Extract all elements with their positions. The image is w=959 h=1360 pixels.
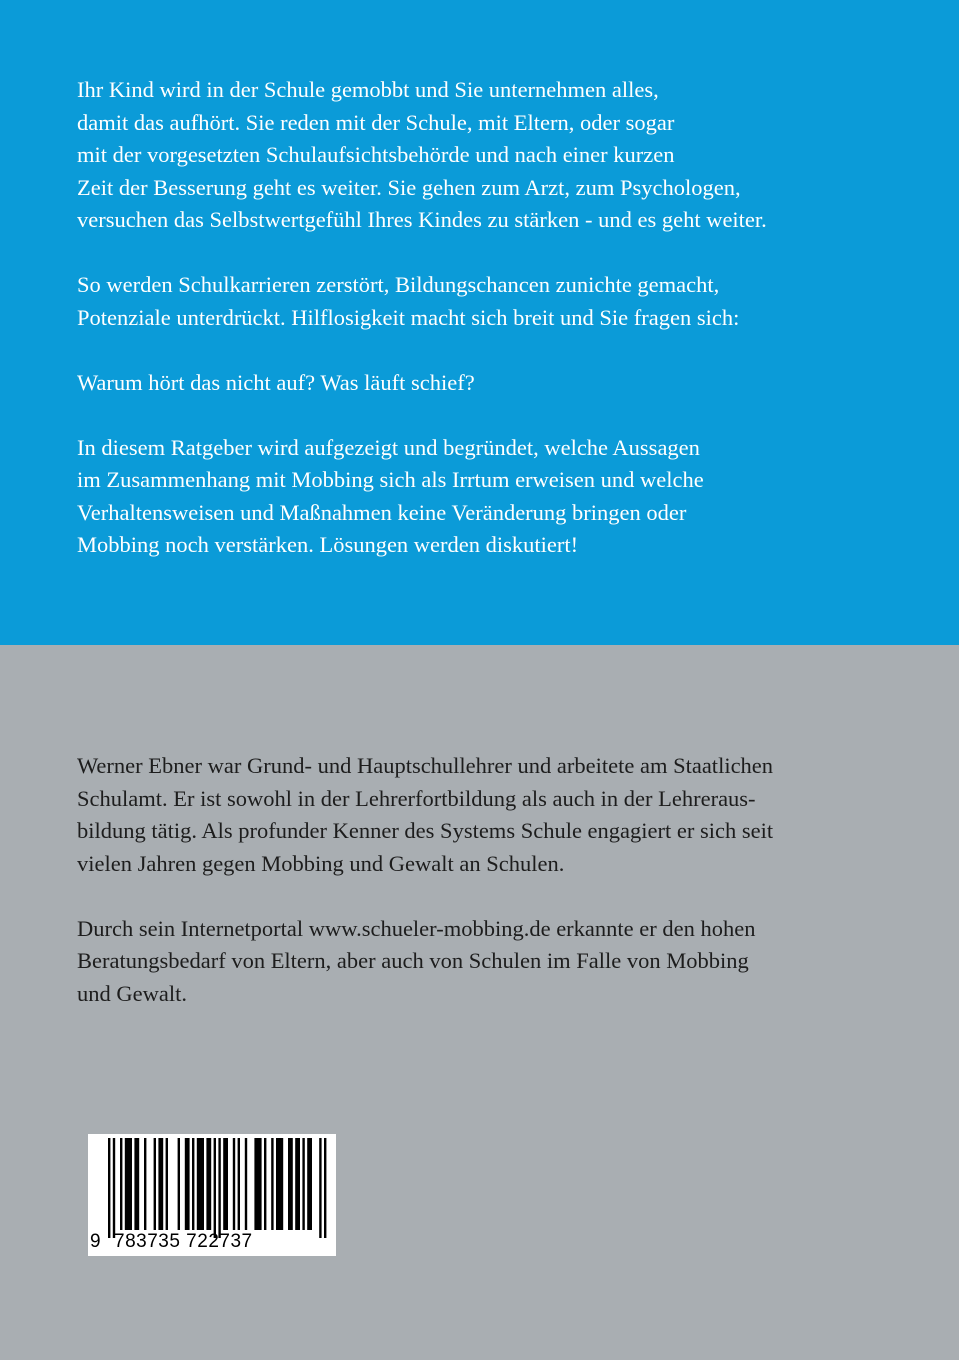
- barcode-lead-digit: 9: [90, 1231, 102, 1252]
- bio-paragraph: Werner Ebner war Grund- und Hauptschullehrer und arbeitete am Staatlichen Schulamt. Er ist sowohl in der Lehrerfortbildung als auch in der Lehreraus- bildung tätig. Als profunder Kenner des Systems Schule engagiert er sich seit vielen Jahren gegen Mobbing und Gewalt an Schulen.: [77, 753, 774, 876]
- author-bio: [77, 750, 937, 1043]
- book-blurb: [77, 74, 937, 594]
- bio-paragraph: Durch sein Internetportal www.schueler-mobbing.de erkannte er den hohen Beratungsbedarf von Eltern, aber auch von Schulen im Falle von Mobbing und Gewalt.: [77, 915, 756, 1006]
- isbn-barcode: [88, 1134, 336, 1256]
- barcode-number: [88, 1231, 336, 1253]
- blurb-paragraph: In diesem Ratgeber wird aufgezeigt und begründet, welche Aussagen im Zusammenhang mit Mobbing sich als Irrtum erweisen und welche Verhaltensweisen und Maßnahmen keine Veränderung bringen oder Mobbing noch verstärken. Lösungen werden diskutiert!: [77, 434, 704, 557]
- blurb-paragraph: So werden Schulkarrieren zerstört, Bildungschancen zunichte gemacht, Potenziale unterdrückt. Hilflosigkeit macht sich breit und Sie fragen sich:: [77, 272, 740, 330]
- barcode-digits: 783735 722737: [114, 1231, 253, 1252]
- blurb-paragraph: Ihr Kind wird in der Schule gemobbt und Sie unternehmen alles, damit das aufhört. Sie reden mit der Schule, mit Eltern, oder sogar mit der vorgesetzten Schulaufsichtsbehörde und nach einer kurzen Zeit der Besserung geht es weiter. Sie gehen zum Arzt, zum Psychologen, versuchen das Selbstwertgefühl Ihres Kindes zu stärken - und es geht weiter.: [77, 77, 767, 232]
- blurb-question: Warum hört das nicht auf? Was läuft schief?: [77, 369, 475, 395]
